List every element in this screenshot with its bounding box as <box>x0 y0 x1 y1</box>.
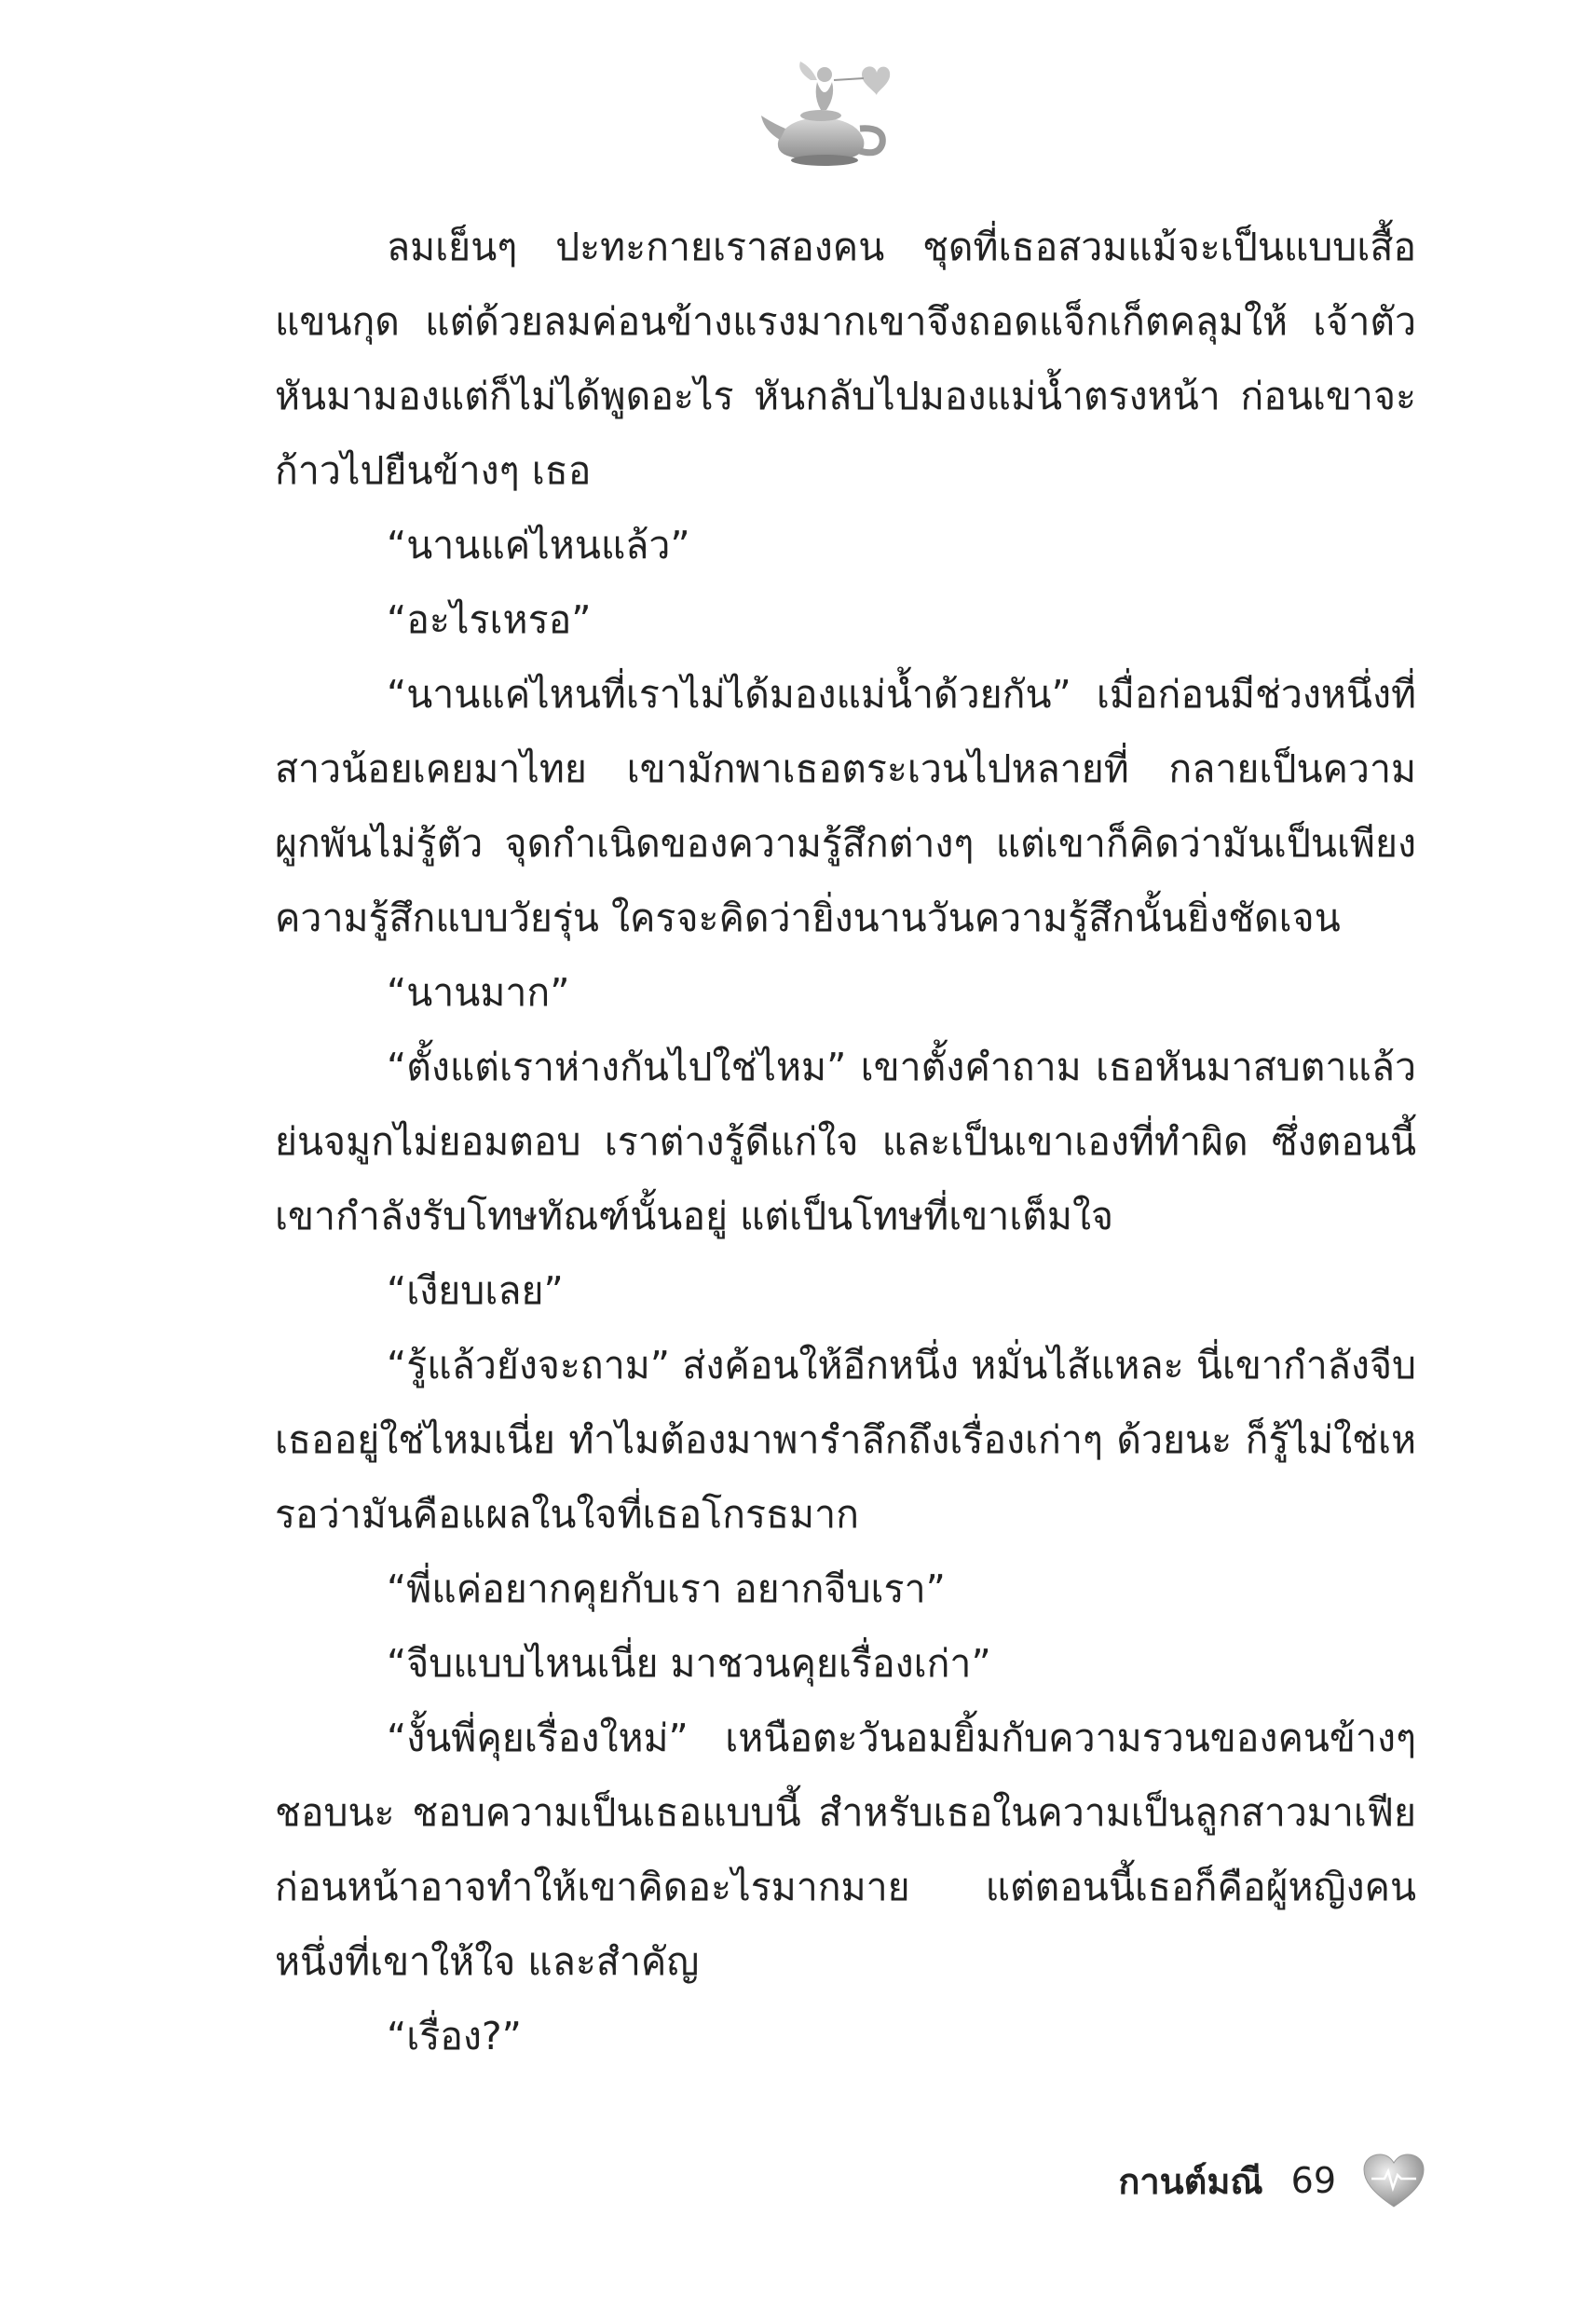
paragraph-3: “อะไรเหรอ” <box>387 597 592 642</box>
page-number: 69 <box>1290 2160 1336 2201</box>
paragraph-4: “นานแค่ไหนที่เราไม่ได้มองแม่น้ำด้วยกัน” เมื่อก่อนมีช่วงหนึ่งที่สาวน้อยเคยมาไทย เขามักพาเธอตระเวนไปหลายที่ กลายเป็นความผูกพันไม่รู้ตัว จุดกำเนิดของความรู้สึกต่างๆ แต่เขาก็คิดว่ามันเป็นเพียงความรู้สึกแบบวัยรุ่น ใครจะคิดว่ายิ่งนานวันความรู้สึกนั้นยิ่งชัดเจน <box>275 672 1416 940</box>
paragraph-11: “งั้นพี่คุยเรื่องใหม่” เหนือตะวันอมยิ้มกับความรวนของคนข้างๆ ชอบนะ ชอบความเป็นเธอแบบนี้ สำหรับเธอในความเป็นลูกสาวมาเฟียก่อนหน้าอาจทำให้เขาคิดอะไรมากมาย แต่ตอนนี้เธอก็คือผู้หญิงคนหนึ่งที่เขาให้ใจ และสำคัญ <box>275 1716 1416 1984</box>
page-footer <box>1109 2134 1425 2227</box>
paragraph-1: ลมเย็นๆ ปะทะกายเราสองคน ชุดที่เธอสวมแม้จะเป็นแบบเสื้อแขนกุด แต่ด้วยลมค่อนข้างแรงมากเขาจึงถอดแจ็กเก็ตคลุมให้ เจ้าตัวหันมามองแต่ก็ไม่ได้พูดอะไร หันกลับไปมองแม่น้ำตรงหน้า ก่อนเขาจะก้าวไปยืนข้างๆ เธอ <box>275 225 1416 493</box>
paragraph-7: “เงียบเลย” <box>387 1268 564 1313</box>
body-text <box>275 210 1416 2073</box>
heart-pulse-icon <box>1362 2153 1425 2208</box>
paragraph-10: “จีบแบบไหนเนี่ย มาชวนคุยเรื่องเก่า” <box>387 1641 991 1686</box>
paragraph-2: “นานแค่ไหนแล้ว” <box>387 523 690 567</box>
paragraph-8: “รู้แล้วยังจะถาม” ส่งค้อนให้อีกหนึ่ง หมั่นไส้แหละ นี่เขากำลังจีบเธออยู่ใช่ไหมเนี่ย ทำไมต้องมาพารำลึกถึงเรื่องเก่าๆ ด้วยนะ ก็รู้ไม่ใช่เหรอว่ามันคือแผลในใจที่เธอโกรธมาก <box>275 1343 1416 1537</box>
paragraph-12: “เรื่อง?” <box>387 2014 522 2058</box>
teapot-cupid-emblem-icon <box>759 54 899 171</box>
paragraph-6: “ตั้งแต่เราห่างกันไปใช่ไหม” เขาตั้งคำถาม เธอหันมาสบตาแล้วย่นจมูกไม่ยอมตอบ เราต่างรู้ดีแก่ใจ และเป็นเขาเองที่ทำผิด ซึ่งตอนนี้เขากำลังรับโทษทัณฑ์นั้นอยู่ แต่เป็นโทษที่เขาเต็มใจ <box>275 1045 1416 1238</box>
paragraph-5: “นานมาก” <box>387 970 570 1015</box>
paragraph-9: “พี่แค่อยากคุยกับเรา อยากจีบเรา” <box>387 1566 946 1611</box>
book-title: กานต์มณี <box>1118 2160 1263 2202</box>
